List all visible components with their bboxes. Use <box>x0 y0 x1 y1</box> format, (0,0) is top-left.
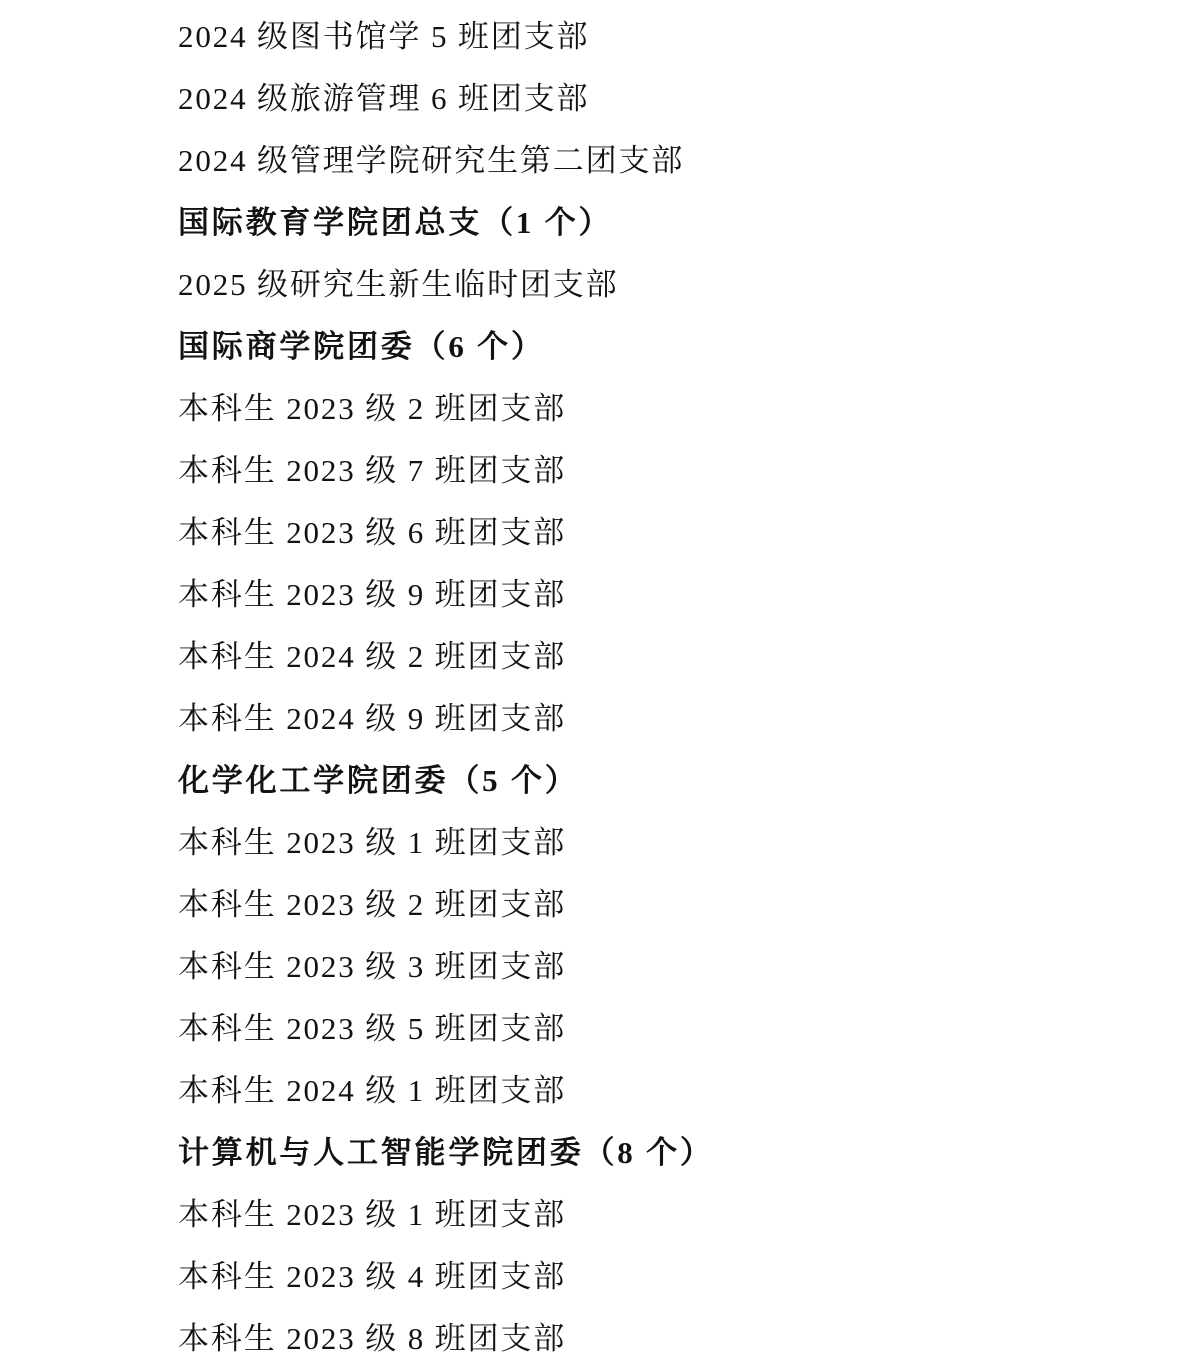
list-item: 本科生 2023 级 1 班团支部 <box>178 825 567 860</box>
section-heading: 国际教育学院团总支（1 个） <box>178 205 613 240</box>
list-item: 本科生 2023 级 5 班团支部 <box>178 1011 567 1046</box>
list-item: 2024 级图书馆学 5 班团支部 <box>178 19 590 54</box>
list-item: 本科生 2024 级 1 班团支部 <box>178 1073 567 1108</box>
section-heading: 国际商学院团委（6 个） <box>178 329 545 364</box>
list-item: 本科生 2023 级 7 班团支部 <box>178 453 567 488</box>
list-item: 2024 级旅游管理 6 班团支部 <box>178 81 590 116</box>
list-item: 本科生 2023 级 9 班团支部 <box>178 577 567 612</box>
list-item: 本科生 2023 级 1 班团支部 <box>178 1197 567 1232</box>
list-item: 本科生 2023 级 8 班团支部 <box>178 1321 567 1356</box>
section-heading: 计算机与人工智能学院团委（8 个） <box>178 1135 714 1170</box>
list-item: 2024 级管理学院研究生第二团支部 <box>178 143 685 178</box>
branch-list <box>178 6 1119 1370</box>
list-item: 2025 级研究生新生临时团支部 <box>178 267 619 302</box>
section-heading: 化学化工学院团委（5 个） <box>178 763 579 798</box>
list-item: 本科生 2023 级 4 班团支部 <box>178 1259 567 1294</box>
list-item: 本科生 2024 级 2 班团支部 <box>178 639 567 674</box>
list-item: 本科生 2023 级 2 班团支部 <box>178 887 567 922</box>
list-item: 本科生 2023 级 2 班团支部 <box>178 391 567 426</box>
list-item: 本科生 2023 级 3 班团支部 <box>178 949 567 984</box>
list-item: 本科生 2023 级 6 班团支部 <box>178 515 567 550</box>
list-item: 本科生 2024 级 9 班团支部 <box>178 701 567 736</box>
